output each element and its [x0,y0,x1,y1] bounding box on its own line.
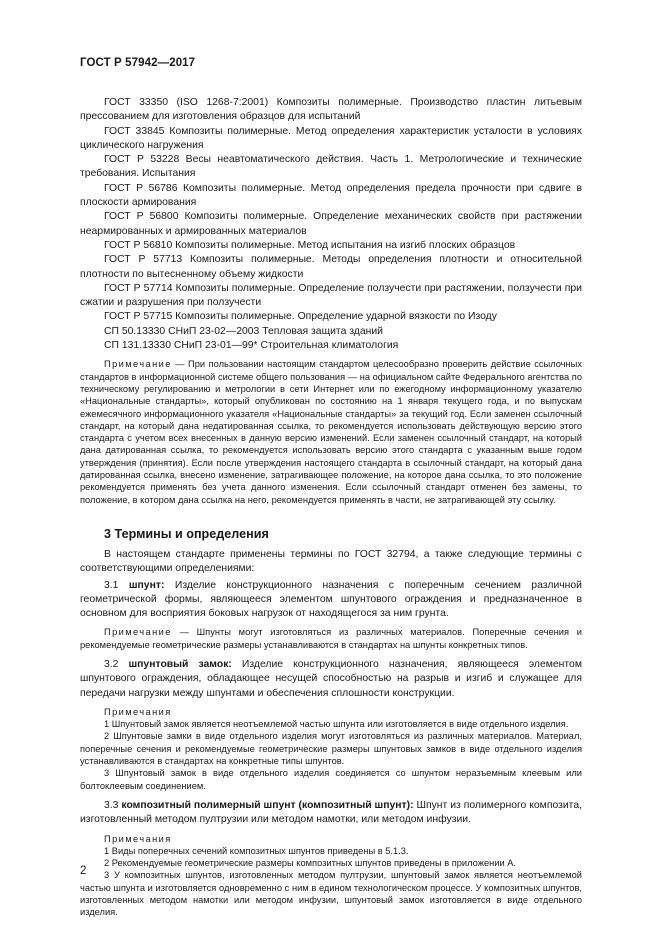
document-header: ГОСТ Р 57942—2017 [80,57,196,69]
note-label: Примечание [104,359,172,370]
note-item: 1 Шпунтовый замок является неотъемлемой частью шпунта или изготовляется в виде отдельного изделия. [104,719,569,730]
reference-item: ГОСТ Р 56786 Композиты полимерные. Метод определения предела прочности при сдвиге в плоскости армирования [80,182,582,209]
term-note [80,626,582,651]
term-definition [80,658,582,701]
reference-item: СП 131.13330 СНиП 23-01—99* Строительная климатология [104,340,399,352]
term-name: композитный полимерный шпунт (композитный шпунт): [121,799,414,811]
reference-item: ГОСТ 33350 (ISO 1268-7:2001) Композиты полимерные. Производство пластин литьевым прессованием для изготовления образцов для испытаний [80,97,582,123]
term-number: 3.1 [104,579,129,591]
term-text: Изделие конструкционного назначения с поперечным сечением различной геометрической формы, являющееся элементом шпунтового ограждения и предназначенное в основном для восприятия боковых нагрузок от находящегося за ним грунта. [80,579,582,620]
note-item: 2 Шпунтовые замки в виде отдельного изделия могут изготовляться из различных материалов. Материал, поперечные сечения и рекомендуемые геометрические размеры шпунтовых замков в виде отдельного изделия устанавливаются в стандартах на конкретные типы шпунтов. [80,731,582,767]
reference-item: ГОСТ 33845 Композиты полимерные. Метод определения характеристик усталости в условиях циклического нагружения [80,125,582,151]
term-number: 3.3 [104,799,122,811]
reference-item: ГОСТ Р 57713 Композиты полимерные. Методы определения плотности и относительной плотности по вытесненному объему жидкости [80,254,582,280]
term-text: Шпунт из полимерного композита, изготовленный методом пултрузии или методом намотки, или методом инфузии. [80,799,582,826]
term-text: Изделие конструкционного назначения, являющееся элементом шпунтового ограждения, обладающее несущей способностью на разрыв и изгиб и служащее для передачи нагрузки между шпунтами и обеспечения сплошности конструкции. [80,658,582,699]
section-title: 3 Термины и определения [104,526,269,541]
term-name: шпунт: [128,579,165,591]
term-name: шпунтовый замок: [128,658,232,670]
page-body [80,96,582,919]
references-note [80,358,582,506]
reference-item: ГОСТ Р 57715 Композиты полимерные. Определение ударной вязкости по Изоду [104,311,497,323]
section-intro: В настоящем стандарте применены термины по ГОСТ 32794, а также следующие термины с соответствующими определениями: [80,548,582,575]
notes-label: Примечания [104,706,172,717]
page-number: 2 [80,865,87,877]
reference-item: ГОСТ Р 56810 Композиты полимерные. Метод испытания на изгиб плоских образцов [104,239,516,251]
normative-references-list [80,96,582,353]
term-number: 3.2 [104,658,129,670]
reference-item: ГОСТ Р 53228 Весы неавтоматического действия. Часть 1. Метрологические и технические требования. Испытания [80,154,582,180]
note-label: Примечание [104,627,172,638]
reference-item: ГОСТ Р 56800 Композиты полимерные. Определение механических свойств при растяжении неармированных и армированных материалов [80,211,582,237]
term-definition [80,579,582,622]
reference-item: СП 50.13330 СНиП 23-02—2003 Тепловая защита зданий [104,325,383,337]
note-item: 3 У композитных шпунтов, изготовленных методом пултрузии, шпунтовый замок является неотъемлемой частью шпунта и изготовляется одновременно с ним в едином технологическом процессе. У композитных шпунтов, изготовленных методом намотки или методом инфузии, шпунтовый замок изготовляется в виде отдельного изделия. [80,870,582,918]
reference-item: ГОСТ Р 57714 Композиты полимерные. Определение ползучести при растяжении, ползучести при сжатии и разрушения при ползучести [80,282,582,309]
notes-label: Примечания [104,833,172,844]
note-text: — При пользовании настоящим стандартом целесообразно проверить действие ссылочных стандартов в информационной системе общего пользования — на официальном сайте Федерального агентства по техническому регулированию и метрологии в сети Интернет или по ежегодному информационному указателю «Национальные стандарты», который опубликован по состоянию на 1 января текущего года, и по выпускам ежемесячного информационного указателя «Национальные стандарты» за текущий год. Если заменен ссылочный стандарт, на который дана недатированная ссылка, то рекомендуется использовать действующую версию этого стандарта с учетом всех внесенных в данную версию изменений. Если заменен ссылочный стандарт, на который дана датированная ссылка, то рекомендуется использовать версию этого стандарта с указанным выше годом утверждения (принятия). Если после утверждения настоящего стандарта в ссылочный стандарт, на который дана датированная ссылка, внесено изменение, затрагивающее положение, на которое дана ссылка, то это положение рекомендуется применять без учета данного изменения. Если ссылочный стандарт отменен без замены, то положение, в котором дана ссылка на него, рекомендуется применять в части, не затрагивающей эту ссылку. [80,359,582,505]
term-definition [80,799,582,828]
note-item: 3 Шпунтовый замок в виде отдельного изделия соединяется со шпунтом неразъемным клеевым или болтоклеевым соединением. [80,768,582,791]
note-item: 2 Рекомендуемые геометрические размеры композитных шпунтов приведены в приложении А. [104,858,516,869]
note-text: — Шпунты могут изготовляться из различных материалов. Поперечные сечения и рекомендуемые геометрические размеры устанавливаются в стандартах на шпунты конкретных типов. [80,627,582,650]
note-item: 1 Виды поперечных сечений композитных шпунтов приведены в 5.1.3. [104,845,409,856]
